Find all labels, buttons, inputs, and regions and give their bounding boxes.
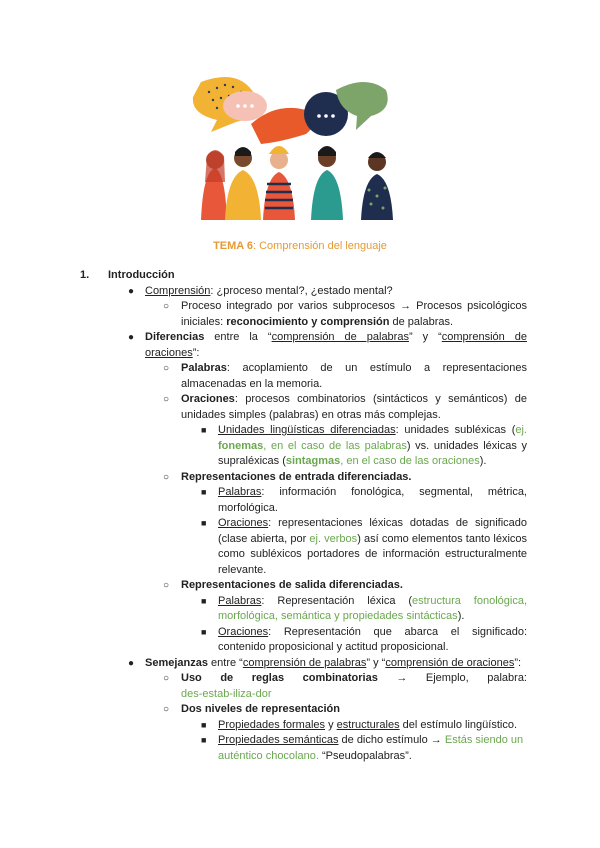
list-item: relevante.: [218, 564, 267, 576]
list-item: oraciones”:: [145, 347, 200, 359]
section-title: Introducción: [108, 269, 175, 281]
list-item: Diferencias entre la “comprensión de palabras” y “comprensión de: [145, 331, 527, 343]
bullet-circle-icon: ○: [163, 580, 170, 591]
list-item: iniciales: reconocimiento y comprensión de palabras.: [181, 316, 454, 328]
list-item: Propiedades formales y estructurales del estímulo lingüístico.: [218, 719, 518, 731]
list-item: Oraciones: representaciones léxicas dotadas de significado: [218, 517, 527, 529]
bullet-square-icon: ■: [201, 735, 207, 745]
list-item: Palabras: acoplamiento de un estímulo a representaciones: [181, 362, 527, 374]
bullet-square-icon: ■: [201, 596, 207, 606]
bullet-circle-icon: ○: [163, 394, 170, 405]
list-item: Oraciones: Representación que abarca el significado:: [218, 626, 527, 638]
bullet-square-icon: ■: [201, 518, 207, 528]
list-item: Propiedades semánticas de dicho estímulo → Estás siendo un: [218, 734, 524, 746]
list-item: (clase abierta, por ej. verbos) así como elementos tanto léxicos: [218, 533, 528, 545]
section-number: 1.: [80, 269, 90, 281]
bullet-circle-icon: ○: [163, 472, 170, 483]
people-talking-illustration: [181, 72, 421, 220]
list-item: des-estab-iliza-dor: [181, 688, 272, 700]
list-item: Comprensión: ¿proceso mental?, ¿estado mental?: [145, 285, 393, 297]
list-item: Uso de reglas combinatorias → Ejemplo, palabra:: [181, 672, 527, 684]
list-item: morfológica, semántica y propiedades sintácticas).: [218, 610, 465, 622]
bullet-circle-icon: ○: [163, 363, 170, 374]
list-item: Dos niveles de representación: [181, 703, 340, 715]
list-item: Semejanzas entre “comprensión de palabras” y “comprensión de oraciones”:: [145, 657, 522, 669]
list-item: unidades simples (palabras) en otras más complejas.: [181, 409, 441, 421]
bullet-square-icon: ■: [201, 720, 207, 730]
list-item: contenido proposicional y actitud proposicional.: [218, 641, 449, 653]
list-item: morfológica.: [218, 502, 278, 514]
list-item: Palabras: información fonológica, segmental, métrica,: [218, 486, 527, 498]
list-item: supraléxicas (sintagmas, en el caso de las oraciones).: [218, 455, 487, 467]
list-item: almacenadas en la memoria.: [181, 378, 323, 390]
bullet-circle-icon: ○: [163, 704, 170, 715]
list-item: Representaciones de salida diferenciadas.: [181, 579, 403, 591]
list-item: Unidades lingüísticas diferenciadas: unidades subléxicas (ej.: [218, 424, 527, 436]
list-item: Palabras: Representación léxica (estructura fonológica,: [218, 595, 528, 607]
bullet-square-icon: ■: [201, 425, 207, 435]
list-item: auténtico chocolano. “Pseudopalabras”.: [218, 750, 412, 762]
bullet-circle-icon: ○: [163, 673, 170, 684]
list-item: fonemas, en el caso de las palabras) vs. unidades léxicas y: [218, 440, 528, 452]
list-item: Oraciones: procesos combinatorios (sintácticos y semánticos) de: [181, 393, 527, 405]
bullet-square-icon: ■: [201, 487, 207, 497]
bullet-circle-icon: ○: [163, 301, 170, 312]
bullet-icon: ●: [128, 658, 135, 669]
list-item: como subléxicos portadores de información estructuralmente: [218, 548, 527, 560]
document-title: TEMA 6: Comprensión del lenguaje: [213, 240, 387, 252]
list-item: Proceso integrado por varios subprocesos → Procesos psicológicos: [181, 300, 527, 312]
bullet-square-icon: ■: [201, 627, 207, 637]
list-item: Representaciones de entrada diferenciadas.: [181, 471, 412, 483]
bullet-icon: ●: [128, 332, 135, 343]
bullet-icon: ●: [128, 286, 135, 297]
